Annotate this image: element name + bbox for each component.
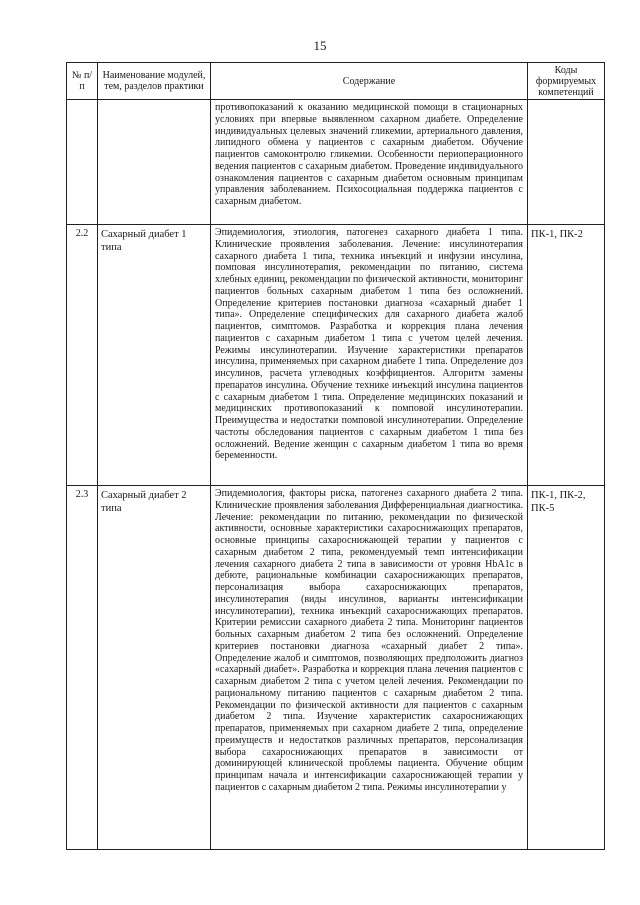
row-content: Эпидемиология, этиология, патогенез сахарного диабета 1 типа. Клинические проявления заболевания. Лечение: инсулинотерапия сахарного диабета 1 типа, техника инъекций и инфузии инсулина, помповая инсулинотерапия, рекомендации по питанию, система хлебных единиц, рекомендации по физической активности, мониторинг пациентов больных сахарным диабетом 1 типа без осложнений. Определение критериев постановки диагноза «сахарный диабет 1 типа». Определение специфических для сахарного диабета жалоб пациентов, симптомов. Разработка и коррекция плана лечения пациентов с сахарным диабетом 1 типа с учетом целей лечения. Режимы инсулинотерапии. Изучение характеристики препаратов инсулина, применяемых при сахарном диабете 1 типа. Определение доз инсулинов, расчета углеводных коэффициентов. Алгоритм замены препаратов инсулина. Обучение технике инъекций инсулина пациентов с сахарным диабетом 1 типа. Определение медицинских показаний и медицинских противопоказаний к помповой инсулинотерапии. Преимущества и недостатки помповой инсулинотерапии. Определение частоты обследования пациентов с сахарным диабетом 1 типа без осложнений. Ведение женщин с сахарным диабетом 1 типа во время беременности.	[211, 225, 528, 486]
table-row	[67, 100, 605, 225]
header-content: Содержание	[211, 63, 528, 100]
row-number: 2.2	[67, 225, 98, 486]
row-module-name	[98, 100, 211, 225]
header-num: № п/п	[67, 63, 98, 100]
row-competency-codes: ПК-1, ПК-2, ПК-5	[528, 486, 605, 850]
header-competency-codes: Коды формируемых компетенций	[528, 63, 605, 100]
row-content: противопоказаний к оказанию медицинской помощи в стационарных условиях при впервые выявленном сахарном диабете. Определение индивидуальных целевых значений гликемии, артериального давления, липидного обмена у пациентов с сахарным диабетом. Обучение пациентов самоконтролю гликемии. Особенности периоперационного ведения пациентов с сахарным диабетом. Проведение индивидуального ознакомления пациентов с сахарным диабетом основным принципам управления заболеванием. Психосоциальная поддержка пациентов с сахарным диабетом.	[211, 100, 528, 225]
table-row	[67, 225, 605, 486]
curriculum-table	[66, 62, 605, 850]
header-module-name: Наименование модулей, тем, разделов практики	[98, 63, 211, 100]
row-number: 2.3	[67, 486, 98, 850]
table-row	[67, 486, 605, 850]
row-competency-codes: ПК-1, ПК-2	[528, 225, 605, 486]
table-header-row	[67, 63, 605, 100]
page-number: 15	[313, 38, 327, 53]
row-module-name: Сахарный диабет 1 типа	[98, 225, 211, 486]
row-competency-codes	[528, 100, 605, 225]
row-content: Эпидемиология, факторы риска, патогенез сахарного диабета 2 типа. Клинические проявления заболевания Дифференциальная диагностика. Лечение: рекомендации по питанию, рекомендации по физической активности, основные характеристики сахароснижающих препаратов, основные принципы сахароснижающей терапии у пациентов с сахарным диабетом 2 типа, рекомендуемый темп интенсификации лечения сахарного диабета 2 типа в зависимости от уровня HbA1c в дебюте, рациональные комбинации сахароснижающих препаратов, персонализация выбора сахароснижающих препаратов, инсулинотерапия (виды инсулинов, варианты интенсификации инсулинотерапии), техника инъекций сахароснижающих препаратов. Критерии ремиссии сахарного диабета 2 типа. Мониторинг пациентов больных сахарным диабетом 2 типа без осложнений. Определение критериев постановки диагноза «сахарный диабет 2 типа». Определение жалоб и симптомов, позволяющих предположить диагноз «сахарный диабет». Разработка и коррекция плана лечения пациентов с сахарным диабетом 2 типа с учетом целей лечения. Рекомендации по рациональному питанию пациентов с сахарным диабетом 2 типа. Рекомендации по физической активности для пациентов с сахарным диабетом 2 типа. Изучение характеристик сахароснижающих препаратов, применяемых при сахарном диабете 2 типа, определение преимуществ и недостатков различных препаратов, персонализация выбора сахароснижающих препаратов в зависимости от доминирующей клинической проблемы пациента. Обучение общим принципам начала и интенсификации сахароснижающей терапии у пациентов с сахарным диабетом 2 типа. Режимы инсулинотерапии у	[211, 486, 528, 850]
row-number	[67, 100, 98, 225]
row-module-name: Сахарный диабет 2 типа	[98, 486, 211, 850]
